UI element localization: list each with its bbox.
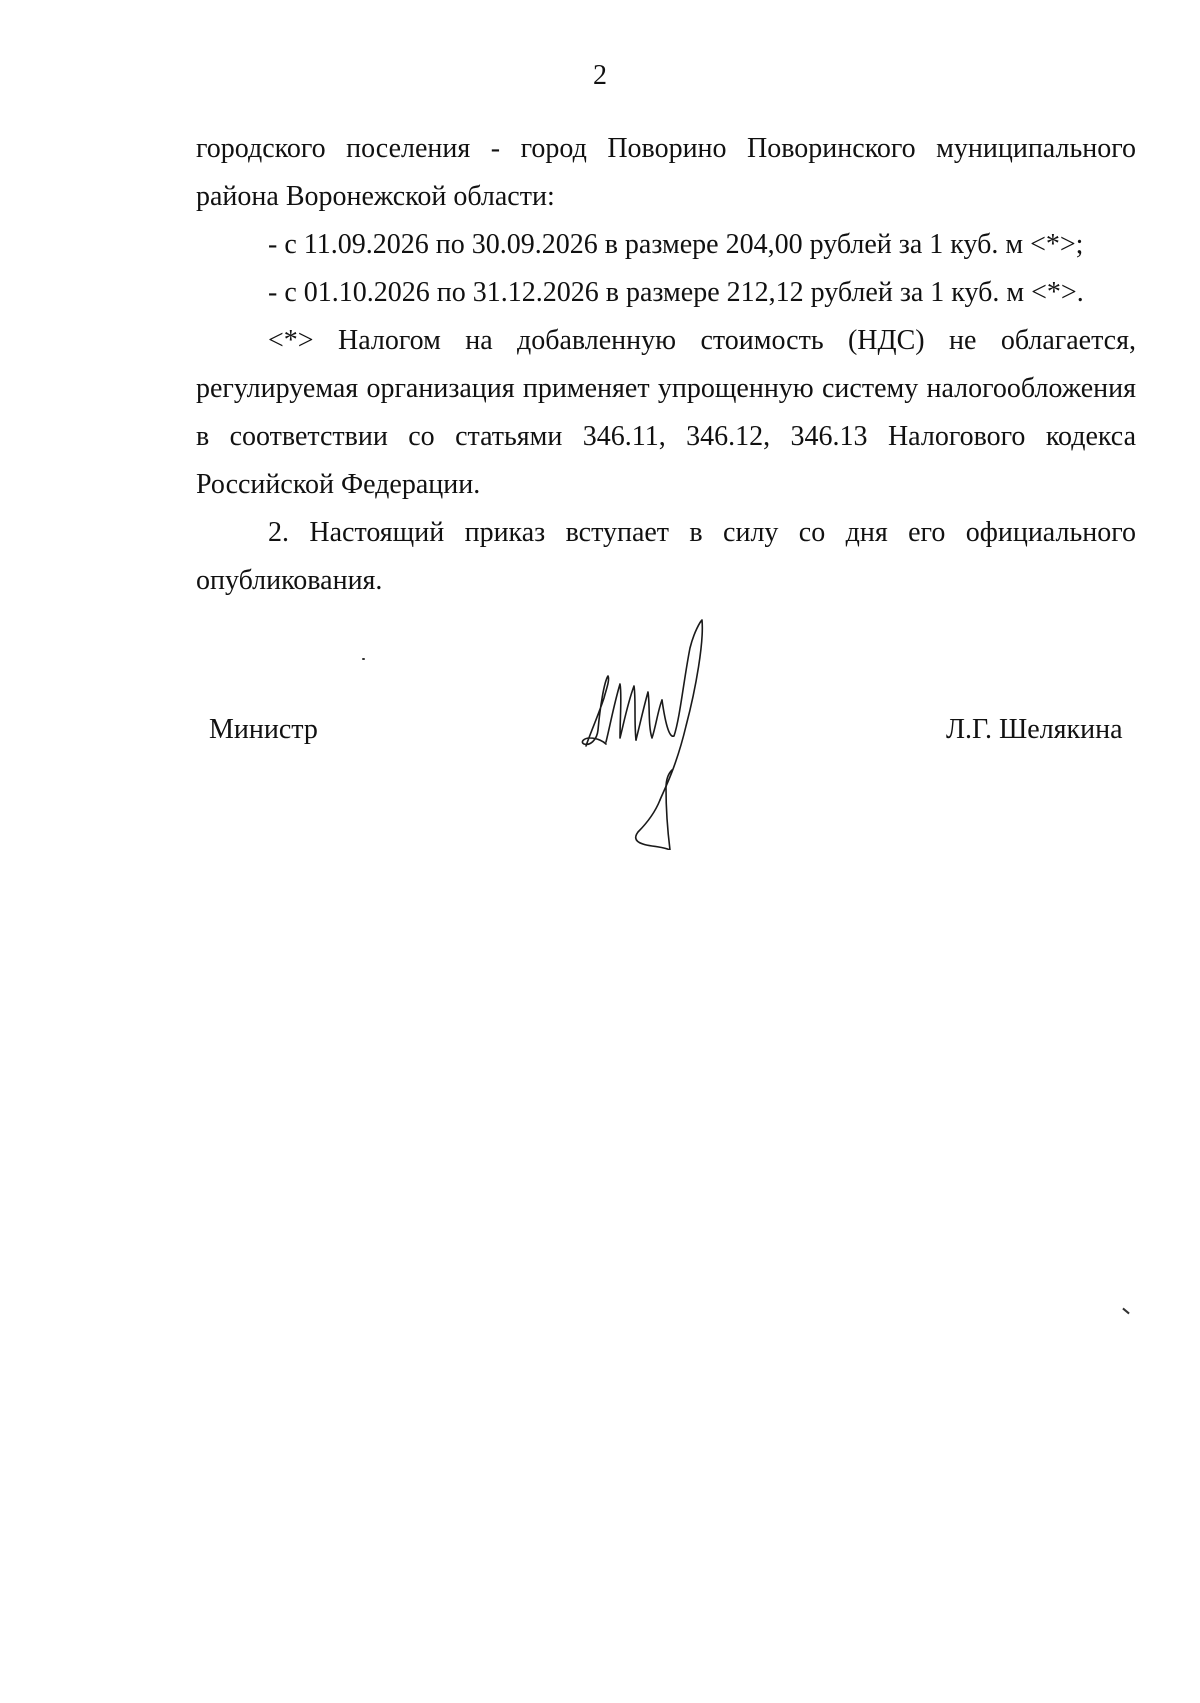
vat-footnote: <*> Налогом на добавленную стоимость (НДС) не облагается, регулируемая организация применяет упрощенную систему налогообложения в соответствии со статьями 346.11, 346.12, 346.13 Налогового кодекса Российской Федерации. [196, 325, 1136, 500]
scan-speck [1122, 1308, 1129, 1315]
tariff-line-2: - с 01.10.2026 по 31.12.2026 в размере 212,12 рублей за 1 куб. м <*>. [268, 277, 1084, 308]
signatory-position: Министр [209, 714, 318, 745]
item-2-paragraph: 2. Настоящий приказ вступает в силу со дня его официального опубликования. [196, 517, 1136, 596]
page-number: 2 [593, 60, 607, 91]
tariff-line-1: - с 11.09.2026 по 30.09.2026 в размере 204,00 рублей за 1 куб. м <*>; [268, 229, 1084, 260]
handwritten-signature [576, 618, 716, 850]
scan-speck [362, 658, 365, 660]
intro-paragraph: городского поселения - город Поворино Поворинского муниципального района Воронежской области: [196, 133, 1136, 212]
signatory-name: Л.Г. Шелякина [946, 714, 1123, 745]
